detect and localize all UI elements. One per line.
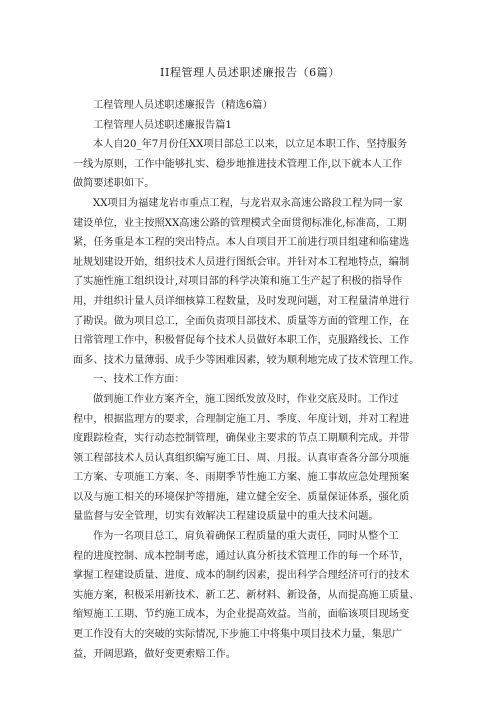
paragraph-line: 了勘误。做为项目总工，全面负责项目部技术、质量等方面的管理工作，在 [73, 315, 410, 327]
paragraph-line: 本人自20_年7月份任XX项目部总工以来，以立足本职工作、坚持服务 [93, 139, 408, 151]
paragraph-line: 工程管理人员述职述廉报告（精选6篇） [93, 100, 273, 111]
paragraph-line: 度跟踪检查，实行动态控制管理，确保业主要求的节点工期顺利完成。并带 [73, 433, 410, 445]
paragraph [73, 96, 429, 116]
paragraph-line: 做到施工作业方案齐全，施工图纸发放及时，作业交底及时。工作过 [93, 393, 399, 405]
paragraph-line: 缩短施工工期、节约施工成本，为企业提高效益。当前，面临该项目现场变 [73, 609, 410, 621]
document-title: II程管理人员述职述廉报告（6篇） [160, 66, 340, 79]
paragraph-line: 址规划建设开始，组织技术人员进行图纸会审。并针对本工程地特点，编制 [73, 256, 410, 268]
paragraph-line: 一、技术工作方面： [93, 374, 185, 386]
paragraph-line: 领工程部技术人员认真组织编写施工日、周、月报。认真审查各分部分项施 [73, 452, 410, 464]
paragraph-line: 作为一名项目总工，肩负着确保工程质量的重大责任，同时从整个工 [93, 531, 399, 543]
paragraph [73, 527, 429, 664]
paragraph-line: 用，并组织计量人员详细核算工程数量，及时发现问题，对工程量清单进行 [73, 295, 410, 307]
paragraph [73, 194, 429, 370]
paragraph-line: 工程管理人员述职述廉报告篇1 [93, 119, 232, 131]
paragraph [73, 116, 429, 136]
paragraph-line: 实施方案，积极采用新技术、新工艺、新材料、新设备，从而提高施工质量、 [73, 589, 420, 601]
paragraph-line: 掌握工程建设质量、进度、成本的制约因素，提出科学合理经济可行的技术 [73, 570, 410, 582]
paragraph-line: 程中，根据监理方的要求，合理制定施工月、季度、年度计划，并对工程进 [73, 413, 410, 425]
paragraph [73, 370, 429, 390]
paragraph-line: 更工作没有大的突破的实际情况,下步施工中将集中项目技术力量，集思广 [73, 629, 403, 641]
paragraph-line: 建设单位，业主按照XX高速公路的管理模式全面贯彻标准化,标准高，工期 [73, 217, 407, 229]
paragraph-line: 工方案、专项施工方案、冬、雨期季节性施工方案、施工事故应急处理预案 [73, 472, 410, 484]
paragraph-line: 日常管理工作中，积极督促每个技术人员做好本职工作，克服路线长、工作 [73, 335, 410, 347]
paragraph [73, 390, 429, 527]
paragraph-line: 一线为原则，工作中能够扎实、稳步地推进技术管理工作,以下就本人工作 [73, 158, 403, 170]
paragraph-line: 面多、技术力量薄弱、成手少等困难因素，较为顺利地完成了技术管理工作。 [73, 354, 420, 366]
paragraph-line: 益，开阔思路，做好变更索赔工作。 [73, 648, 236, 660]
paragraph-line: 做简要述职如下。 [73, 178, 155, 190]
paragraph [73, 135, 429, 194]
paragraph-line: XX项目为福建龙岩市重点工程，与龙岩双永高速公路段工程为同一家 [93, 197, 403, 209]
paragraph-line: 了实施性施工组织设计,对项目部的科学决策和施工生产起了积极的指导作 [73, 276, 403, 288]
paragraph-line: 紧，任务重是本工程的突出特点。本人自项目开工前进行项目组建和临建选 [73, 237, 410, 249]
document-body [73, 96, 429, 664]
paragraph-line: 量监督与安全管理，切实有效解决工程建设质量中的重大技术问题。 [73, 511, 379, 523]
paragraph-line: 程的进度控制、成本控制考虑，通过认真分析技术管理工作的每一个环节， [73, 550, 410, 562]
paragraph-line: 以及与施工相关的环境保护等措施，建立健全安全、质量保证体系，强化质 [73, 491, 410, 503]
